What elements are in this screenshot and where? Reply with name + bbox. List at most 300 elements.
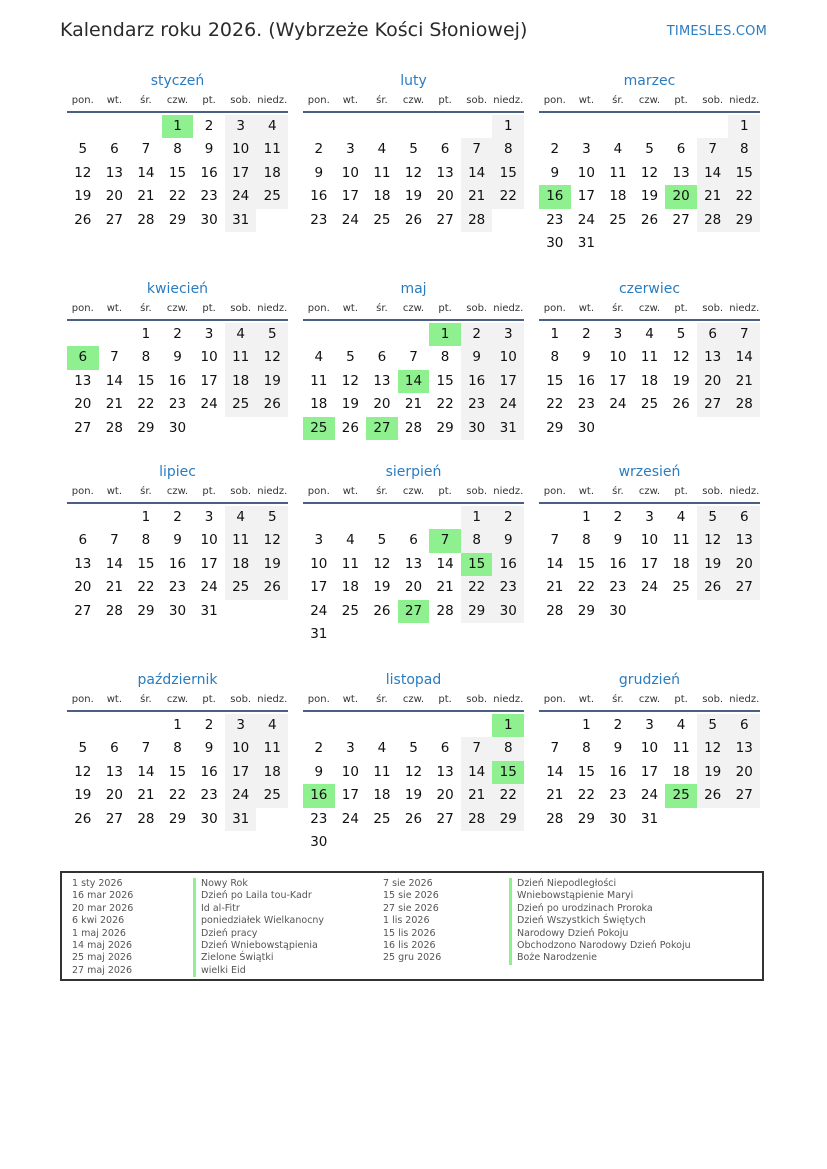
day-cell: 24 <box>609 396 627 413</box>
day-cell: 4 <box>676 509 686 525</box>
day-cell: 13 <box>105 763 123 780</box>
day-cell: 27 <box>74 419 92 436</box>
weekday-label: czw. <box>402 486 425 497</box>
day-cell: 7 <box>141 141 151 158</box>
day-cell: 8 <box>492 737 524 760</box>
week-row <box>539 600 760 623</box>
day-cell: 24 <box>200 579 218 596</box>
day-cell: 20 <box>373 396 391 413</box>
empty-cell <box>99 714 131 737</box>
week-row <box>67 784 288 807</box>
day-cell: 29 <box>492 808 524 831</box>
day-cell: 22 <box>492 784 524 807</box>
day-cell: 6 <box>440 740 450 757</box>
empty-cell <box>429 506 461 529</box>
weekday-label: wt. <box>106 303 122 314</box>
day-cell: 4 <box>676 717 686 733</box>
day-cell: 7 <box>550 740 560 757</box>
day-cell: 14 <box>398 370 430 393</box>
day-cell: 15 <box>168 164 187 181</box>
empty-cell <box>303 714 335 737</box>
day-cell: 25 <box>225 576 257 599</box>
day-cell: 25 <box>640 396 659 413</box>
day-cell: 25 <box>256 185 288 208</box>
day-cell: 29 <box>137 602 155 619</box>
day-cell: 12 <box>672 349 690 366</box>
weekday-label: sob. <box>230 303 252 314</box>
day-cell: 27 <box>398 600 430 623</box>
day-cell: 10 <box>341 763 359 780</box>
day-cell: 12 <box>341 372 359 389</box>
day-cell: 18 <box>640 372 659 389</box>
day-cell: 11 <box>672 532 690 549</box>
day-cell: 13 <box>436 164 454 181</box>
empty-cell <box>728 808 760 831</box>
empty-cell <box>492 623 524 646</box>
weekday-header <box>539 92 760 113</box>
legend-holiday-name: Id al-Fitr <box>201 902 240 914</box>
day-cell: 11 <box>640 349 659 366</box>
month-block <box>67 70 288 232</box>
day-cell: 22 <box>436 396 454 413</box>
day-cell: 22 <box>137 579 155 596</box>
day-cell: 9 <box>550 164 560 181</box>
day-cell: 6 <box>110 141 119 158</box>
day-cell: 28 <box>461 808 493 831</box>
empty-cell <box>99 115 131 138</box>
day-cell: 2 <box>492 506 524 529</box>
day-cell: 20 <box>697 370 729 393</box>
day-cell: 14 <box>436 555 454 572</box>
day-cell: 27 <box>728 576 760 599</box>
day-cell: 3 <box>225 115 257 138</box>
day-cell: 21 <box>137 188 155 205</box>
weekday-label: śr. <box>612 694 624 705</box>
empty-cell <box>539 714 571 737</box>
day-cell: 7 <box>110 349 119 366</box>
day-cell: 27 <box>672 211 690 228</box>
day-cell: 4 <box>346 532 355 549</box>
day-cell: 8 <box>550 349 560 366</box>
weekday-label: wt. <box>342 303 358 314</box>
day-cell: 17 <box>577 188 595 205</box>
weekday-label: pon. <box>71 486 94 497</box>
day-cell: 29 <box>137 419 155 436</box>
day-cell: 2 <box>613 509 623 525</box>
week-row <box>539 737 760 760</box>
weekday-label: pon. <box>71 303 94 314</box>
day-cell: 8 <box>173 740 182 757</box>
day-cell: 20 <box>74 579 92 596</box>
day-cell: 4 <box>613 141 623 158</box>
week-row <box>539 162 760 185</box>
day-cell: 19 <box>74 787 92 804</box>
day-cell: 16 <box>310 188 328 205</box>
day-cell: 30 <box>168 419 187 436</box>
day-cell: 8 <box>582 740 591 757</box>
week-row <box>303 600 524 623</box>
empty-cell <box>634 232 666 255</box>
week-row <box>67 185 288 208</box>
day-cell: 26 <box>341 419 359 436</box>
week-row <box>67 808 288 831</box>
day-cell: 5 <box>377 532 387 549</box>
day-cell: 5 <box>409 740 418 757</box>
weekday-label: niedz. <box>729 95 760 106</box>
weekday-label: czw. <box>166 303 189 314</box>
weekday-label: pon. <box>307 303 330 314</box>
day-cell: 6 <box>78 532 88 549</box>
day-cell: 16 <box>200 763 218 780</box>
day-cell: 12 <box>697 529 729 552</box>
day-cell: 13 <box>74 555 92 572</box>
day-cell: 22 <box>728 185 760 208</box>
day-cell: 12 <box>404 763 423 780</box>
month-block <box>67 669 288 831</box>
week-row <box>67 162 288 185</box>
day-cell: 6 <box>728 714 760 737</box>
legend-names-column-1 <box>193 878 381 977</box>
empty-cell <box>461 115 493 138</box>
day-cell: 30 <box>577 419 595 436</box>
day-cell: 14 <box>728 346 760 369</box>
day-cell: 5 <box>697 506 729 529</box>
day-cell: 6 <box>697 323 729 346</box>
week-row <box>303 576 524 599</box>
empty-cell <box>492 831 524 854</box>
day-cell: 14 <box>461 761 493 784</box>
day-cell: 10 <box>492 346 524 369</box>
day-cell: 18 <box>609 188 627 205</box>
day-cell: 17 <box>640 763 659 780</box>
legend-date: 1 maj 2026 <box>72 927 126 939</box>
day-cell: 1 <box>582 509 591 525</box>
day-cell: 15 <box>492 162 524 185</box>
weekday-label: czw. <box>638 486 661 497</box>
day-cell: 10 <box>225 138 257 161</box>
day-cell: 29 <box>168 810 187 827</box>
week-row <box>67 323 288 346</box>
legend-names-column-2 <box>509 878 767 965</box>
day-cell: 14 <box>546 555 564 572</box>
empty-cell <box>602 417 634 440</box>
empty-cell <box>67 506 99 529</box>
weekday-header <box>303 300 524 321</box>
weekday-label: śr. <box>140 95 152 106</box>
day-cell: 17 <box>200 372 218 389</box>
day-cell: 11 <box>225 346 257 369</box>
weekday-label: pt. <box>202 95 216 106</box>
weekday-header <box>67 92 288 113</box>
weekday-label: śr. <box>140 303 152 314</box>
day-cell: 19 <box>256 370 288 393</box>
day-cell: 2 <box>204 118 214 134</box>
week-row <box>67 393 288 416</box>
day-cell: 17 <box>225 162 257 185</box>
weekday-label: sob. <box>702 694 724 705</box>
day-cell: 18 <box>225 370 257 393</box>
day-cell: 6 <box>409 532 418 549</box>
weekday-label: pt. <box>202 303 216 314</box>
week-row <box>539 784 760 807</box>
empty-cell <box>665 417 697 440</box>
day-cell: 9 <box>314 164 324 181</box>
day-cell: 30 <box>200 810 218 827</box>
brand-link[interactable]: TIMESLES.COM <box>666 24 767 39</box>
empty-cell <box>728 600 760 623</box>
weekday-label: sob. <box>466 486 488 497</box>
week-row <box>539 576 760 599</box>
weekday-label: pt. <box>438 694 452 705</box>
weekday-label: wt. <box>578 303 594 314</box>
day-cell: 3 <box>645 509 654 525</box>
week-row <box>303 808 524 831</box>
empty-cell <box>697 115 729 138</box>
day-cell: 11 <box>225 529 257 552</box>
day-cell: 31 <box>225 209 257 232</box>
day-cell: 1 <box>728 115 760 138</box>
weekday-label: pon. <box>543 95 566 106</box>
empty-cell <box>67 115 99 138</box>
empty-cell <box>99 323 131 346</box>
day-cell: 18 <box>672 763 690 780</box>
day-cell: 6 <box>377 349 387 366</box>
empty-cell <box>697 417 729 440</box>
legend-holiday-name: Boże Narodzenie <box>517 952 597 964</box>
day-cell: 23 <box>546 211 564 228</box>
week-row <box>539 393 760 416</box>
empty-cell <box>303 323 335 346</box>
day-cell: 24 <box>341 810 359 827</box>
day-cell: 15 <box>577 555 595 572</box>
week-row <box>303 162 524 185</box>
day-cell: 7 <box>141 740 151 757</box>
empty-cell <box>461 623 493 646</box>
day-cell: 17 <box>492 370 524 393</box>
month-name: marzec <box>623 73 676 89</box>
day-cell: 7 <box>461 737 493 760</box>
day-cell: 8 <box>141 349 151 366</box>
week-row <box>67 761 288 784</box>
day-cell: 30 <box>310 833 328 850</box>
day-cell: 24 <box>200 396 218 413</box>
day-cell: 8 <box>582 532 591 549</box>
weekday-label: wt. <box>106 486 122 497</box>
day-cell: 20 <box>728 761 760 784</box>
weekday-header <box>67 483 288 504</box>
legend-date: 1 sty 2026 <box>72 878 123 889</box>
weekday-label: pt. <box>674 694 688 705</box>
day-cell: 10 <box>577 164 595 181</box>
day-cell: 28 <box>404 419 423 436</box>
weekday-header <box>539 691 760 712</box>
day-cell: 18 <box>373 188 391 205</box>
day-cell: 2 <box>314 141 324 158</box>
day-cell: 12 <box>256 529 288 552</box>
day-cell: 6 <box>440 141 450 158</box>
day-cell: 13 <box>105 164 123 181</box>
day-cell: 17 <box>310 579 328 596</box>
day-cell: 2 <box>173 509 182 525</box>
weekday-label: czw. <box>638 303 661 314</box>
weekday-label: pon. <box>543 486 566 497</box>
day-cell: 30 <box>200 211 218 228</box>
day-cell: 22 <box>577 787 595 804</box>
day-cell: 23 <box>577 396 595 413</box>
day-cell: 3 <box>645 717 654 733</box>
day-cell: 9 <box>204 141 214 158</box>
week-row <box>67 576 288 599</box>
legend-holiday-name: wielki Eid <box>201 964 246 976</box>
empty-cell <box>335 323 367 346</box>
day-cell: 18 <box>672 555 690 572</box>
day-cell: 7 <box>110 532 119 549</box>
day-cell: 27 <box>105 810 123 827</box>
day-cell: 4 <box>225 506 257 529</box>
day-cell: 16 <box>577 372 595 389</box>
day-cell: 10 <box>225 737 257 760</box>
day-cell: 21 <box>461 784 493 807</box>
legend-holiday-name: Dzień Niepodległości <box>517 878 617 889</box>
month-name: luty <box>400 73 427 89</box>
day-cell: 16 <box>492 553 524 576</box>
empty-cell <box>539 115 571 138</box>
weekday-label: niedz. <box>729 303 760 314</box>
day-cell: 19 <box>404 188 423 205</box>
week-row <box>303 623 524 646</box>
day-cell: 14 <box>105 555 123 572</box>
day-cell: 22 <box>168 188 187 205</box>
day-cell: 29 <box>436 419 454 436</box>
day-cell: 29 <box>461 600 493 623</box>
day-cell: 12 <box>256 346 288 369</box>
weekday-label: śr. <box>376 694 388 705</box>
day-cell: 16 <box>168 555 187 572</box>
day-cell: 12 <box>74 763 92 780</box>
weekday-label: pon. <box>543 303 566 314</box>
day-cell: 5 <box>78 141 88 158</box>
day-cell: 3 <box>582 141 591 158</box>
weekday-label: wt. <box>578 95 594 106</box>
day-cell: 21 <box>546 579 564 596</box>
day-cell: 15 <box>436 372 454 389</box>
weekday-label: pt. <box>438 486 452 497</box>
month-block <box>303 70 524 232</box>
day-cell: 27 <box>105 211 123 228</box>
day-cell: 5 <box>78 740 88 757</box>
day-cell: 26 <box>256 393 288 416</box>
empty-cell <box>256 209 288 232</box>
week-row <box>67 529 288 552</box>
day-cell: 23 <box>200 787 218 804</box>
day-cell: 12 <box>640 164 659 181</box>
day-cell: 12 <box>373 555 391 572</box>
day-cell: 30 <box>168 602 187 619</box>
empty-cell <box>429 115 461 138</box>
day-cell: 20 <box>436 188 454 205</box>
day-cell: 13 <box>697 346 729 369</box>
day-cell: 21 <box>105 579 123 596</box>
empty-cell <box>193 417 225 440</box>
day-cell: 23 <box>310 211 328 228</box>
day-cell: 31 <box>310 625 328 642</box>
day-cell: 29 <box>577 810 595 827</box>
day-cell: 3 <box>613 326 623 342</box>
day-cell: 2 <box>173 326 182 342</box>
day-cell: 9 <box>613 740 623 757</box>
empty-cell <box>602 115 634 138</box>
empty-cell <box>697 600 729 623</box>
week-row <box>67 417 288 440</box>
weekday-header <box>67 691 288 712</box>
day-cell: 13 <box>373 372 391 389</box>
empty-cell <box>366 115 398 138</box>
day-cell: 9 <box>204 740 214 757</box>
legend-holiday-name: Dzień Wniebowstąpienia <box>201 940 318 952</box>
empty-cell <box>697 808 729 831</box>
weekday-label: pon. <box>307 486 330 497</box>
weekday-label: czw. <box>402 95 425 106</box>
day-cell: 2 <box>461 323 493 346</box>
week-row <box>67 553 288 576</box>
day-cell: 15 <box>461 553 493 576</box>
empty-cell <box>665 600 697 623</box>
weekday-header <box>303 92 524 113</box>
weekday-label: pt. <box>674 95 688 106</box>
day-cell: 28 <box>137 810 155 827</box>
day-cell: 15 <box>137 555 155 572</box>
week-row <box>303 346 524 369</box>
day-cell: 24 <box>640 787 659 804</box>
week-row <box>67 600 288 623</box>
day-cell: 23 <box>168 579 187 596</box>
weekday-label: pt. <box>438 303 452 314</box>
day-cell: 16 <box>200 164 218 181</box>
day-cell: 10 <box>200 349 218 366</box>
month-name: kwiecień <box>146 281 209 297</box>
week-row <box>303 138 524 161</box>
day-cell: 10 <box>609 349 627 366</box>
day-cell: 25 <box>303 417 335 440</box>
day-cell: 23 <box>461 393 493 416</box>
day-cell: 20 <box>728 553 760 576</box>
day-cell: 3 <box>204 326 214 342</box>
weekday-label: śr. <box>376 486 388 497</box>
empty-cell <box>130 115 162 138</box>
day-cell: 26 <box>672 396 690 413</box>
empty-cell <box>335 623 367 646</box>
weekday-label: wt. <box>342 95 358 106</box>
weekday-header <box>539 300 760 321</box>
weekday-label: niedz. <box>493 95 524 106</box>
weekday-label: czw. <box>638 694 661 705</box>
empty-cell <box>398 831 430 854</box>
day-cell: 3 <box>346 740 355 757</box>
day-cell: 30 <box>609 810 627 827</box>
week-row <box>67 115 288 138</box>
day-cell: 30 <box>546 234 564 251</box>
day-cell: 15 <box>492 761 524 784</box>
day-cell: 13 <box>728 737 760 760</box>
day-cell: 13 <box>672 164 690 181</box>
week-row <box>303 323 524 346</box>
legend-holiday-name: poniedziałek Wielkanocny <box>201 915 325 927</box>
day-cell: 3 <box>204 509 214 525</box>
day-cell: 4 <box>645 326 654 342</box>
day-cell: 18 <box>225 553 257 576</box>
empty-cell <box>366 623 398 646</box>
day-cell: 10 <box>200 532 218 549</box>
